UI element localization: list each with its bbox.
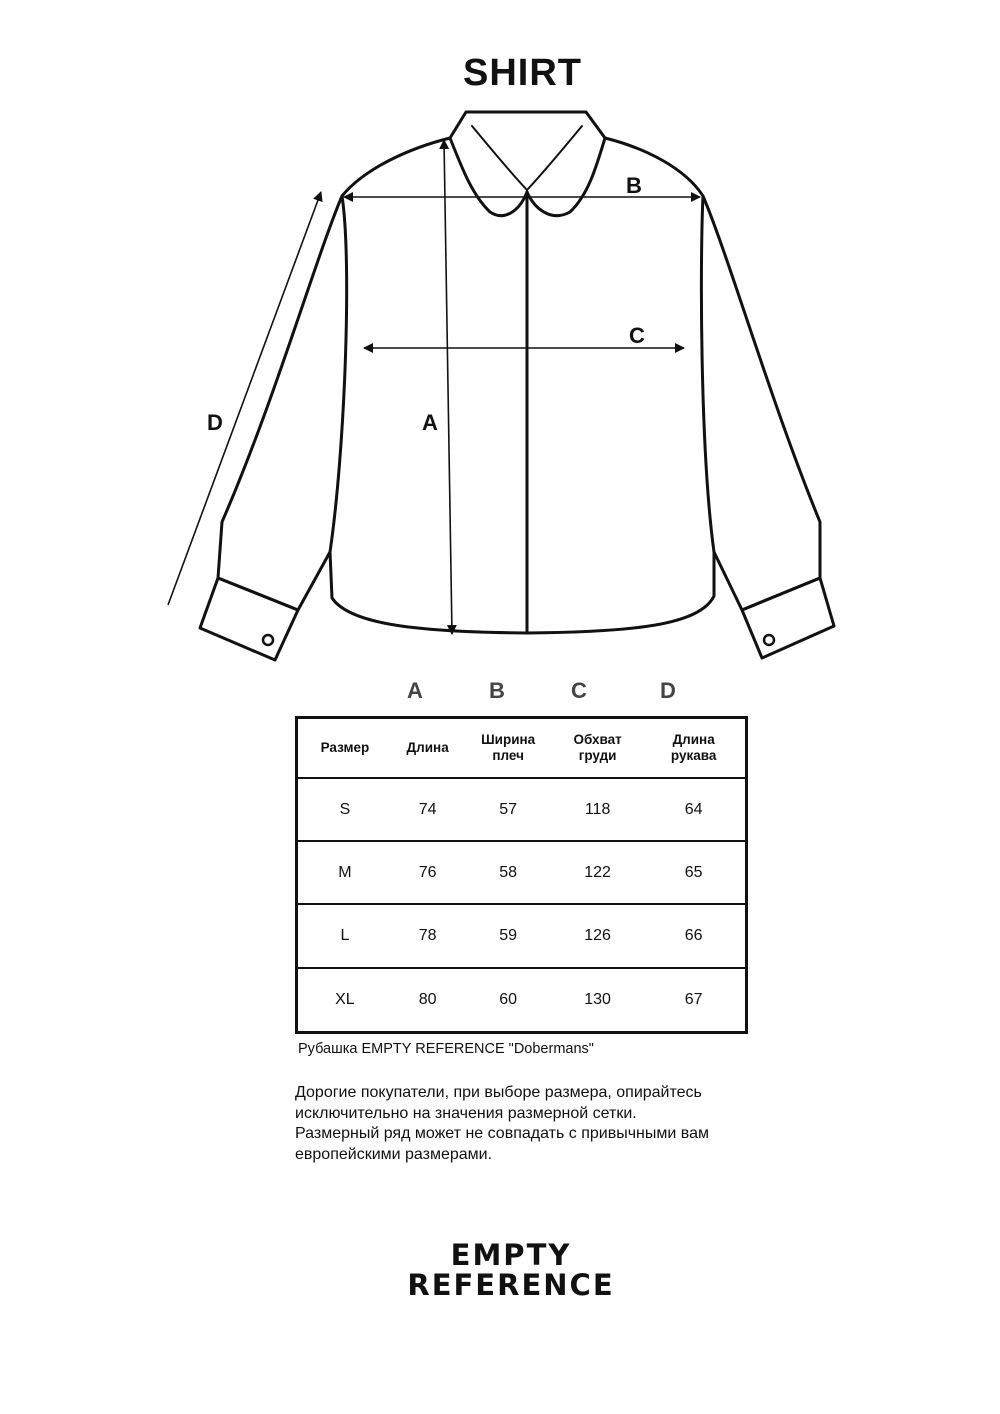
table-row [297,904,747,967]
brand-line-1: EMPTY [450,1238,572,1272]
dimension-d-label: D [207,410,223,435]
table-row [297,841,747,904]
header-shoulder-width: Ширина плеч [481,732,536,763]
table-header-row [297,718,747,779]
note-line: Размерный ряд может не совпадать с привычными вам [295,1125,709,1142]
cell-shoulder: 57 [499,800,518,818]
brand-logo [0,1240,1000,1300]
table-row [297,778,747,841]
note-line: европейскими размерами. [295,1145,493,1163]
cell-size: L [340,927,350,945]
shirt-body [330,196,714,633]
cell-length: 76 [418,863,437,881]
left-cuff [200,578,298,660]
header-chest: Обхват груди [573,732,622,763]
collar-band [472,126,582,190]
cell-shoulder: 59 [499,927,518,945]
cell-chest: 130 [584,990,611,1008]
right-cuff-button [764,635,774,645]
page-title: SHIRT [463,52,582,94]
cell-length: 78 [418,927,437,945]
note-line: Дорогие покупатели, при выборе размера, опирайтесь [295,1084,702,1101]
cell-shoulder: 60 [499,990,518,1008]
dimension-a-label: A [422,410,438,435]
cell-size: S [339,800,351,818]
column-letter-c: C [571,678,587,703]
right-cuff [742,578,834,658]
cell-sleeve: 66 [684,927,703,945]
cell-sleeve: 67 [684,990,703,1008]
header-length: Длина [406,740,449,755]
collar [450,112,605,138]
cell-sleeve: 64 [684,800,703,818]
header-sleeve-length: Длина рукава [670,732,717,763]
cell-length: 74 [418,800,437,818]
dimension-c-label: C [629,323,645,348]
cell-chest: 126 [584,927,611,945]
note-line: исключительно на значения размерной сетки. [295,1104,637,1122]
cell-size: M [338,863,352,881]
size-note [295,1083,765,1165]
column-letter-d: D [660,678,676,703]
dimension-a-line [444,140,452,634]
size-table [295,716,748,1034]
cell-chest: 118 [584,800,611,818]
column-letter-a: A [407,678,423,703]
cell-length: 80 [418,990,437,1008]
cell-sleeve: 65 [684,863,703,881]
brand-line-2: REFERENCE [407,1268,615,1302]
column-letter-b: B [489,678,505,703]
left-cuff-button [263,635,273,645]
cell-size: XL [335,990,355,1008]
header-size: Размер [320,740,370,755]
dimension-d-line [168,192,321,605]
product-caption: Рубашка EMPTY REFERENCE "Dobermans" [298,1041,594,1057]
cell-chest: 122 [584,863,611,881]
dimension-b-label: B [626,173,642,198]
column-letters [0,678,1000,708]
shirt-diagram [0,0,1000,680]
cell-shoulder: 58 [499,863,518,881]
table-row [297,968,747,1033]
